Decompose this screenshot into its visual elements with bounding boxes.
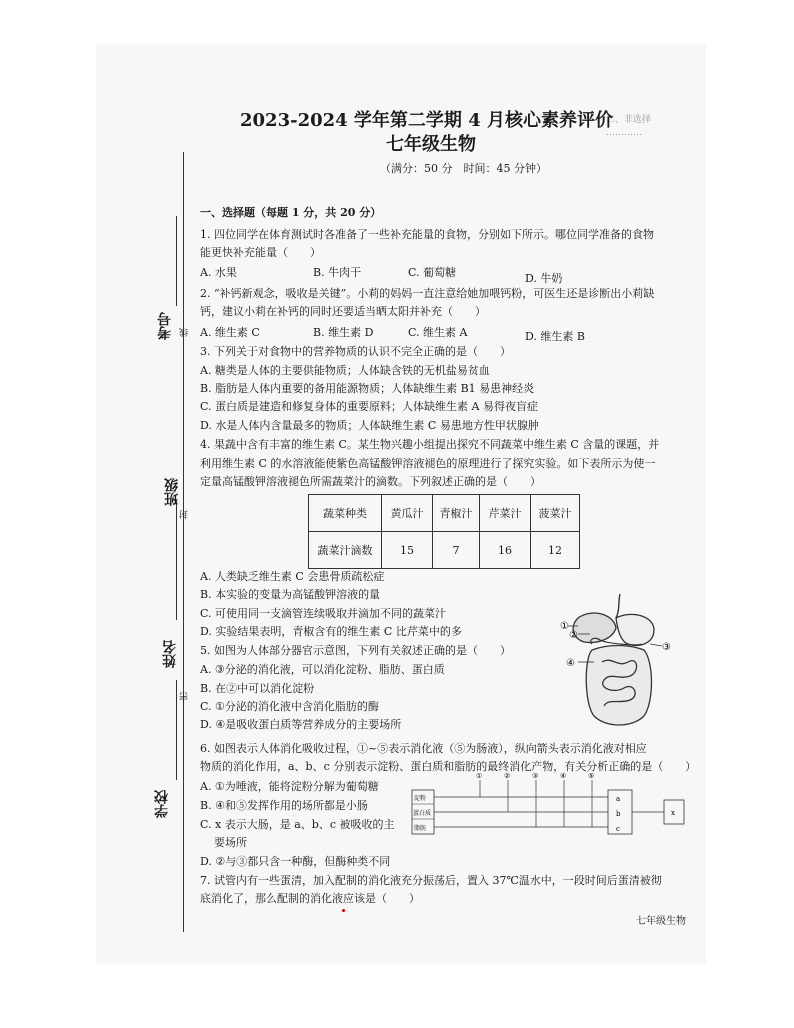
q6-option-b: B. ④和⑤发挥作用的场所都是小肠 xyxy=(200,799,368,812)
q4-stem: 利用维生素 C 的水溶液能使紫色高锰酸钾溶液褪色的原理进行了探究实验。如下表所示为使一 xyxy=(200,457,656,470)
table-header-cell: 青椒汁 xyxy=(433,495,480,532)
table-cell: 16 xyxy=(480,532,531,569)
q5-option-b: B. 在②中可以消化淀粉 xyxy=(200,682,315,695)
vegetable-juice-table xyxy=(308,494,580,569)
table-header-cell: 黄瓜汁 xyxy=(382,495,433,532)
q4-option-b: B. 本实验的变量为高锰酸钾溶液的量 xyxy=(200,588,381,601)
organ-label-1: ① xyxy=(560,621,569,632)
bleed-through-text: ………… xyxy=(606,128,642,138)
section-heading: 一、选择题（每题 1 分，共 20 分） xyxy=(200,206,382,219)
seal-line-mark: 线 xyxy=(180,328,190,337)
table-header-cell: 蔬菜种类 xyxy=(309,495,382,532)
binding-line xyxy=(183,152,185,932)
table-cell: 7 xyxy=(433,532,480,569)
organ-label-3: ③ xyxy=(662,642,671,653)
enzyme-label: ⑤ xyxy=(588,772,595,780)
row-label-protein: 蛋白质 xyxy=(413,810,432,817)
q6-option-c: 要场所 xyxy=(214,836,247,849)
q2-option-d: D. 维生素 B xyxy=(525,330,586,343)
q3-option-b: B. 脂肪是人体内重要的备用能源物质；人体缺维生素 B1 易患神经炎 xyxy=(200,382,535,395)
q3-option-d: D. 水是人体内含量最多的物质；人体缺维生素 C 易患地方性甲状腺肿 xyxy=(200,419,539,432)
q6-option-c: C. x 表示大肠，是 a、b、c 被吸收的主 xyxy=(200,818,395,831)
q6-stem: 物质的消化作用，a、b、c 分别表示淀粉、蛋白质和脂肪的最终消化产物，有关分析正确的是（ ） xyxy=(200,760,697,773)
q6-option-d: D. ②与③都只含一种酶，但酶种类不同 xyxy=(200,855,391,868)
bleed-through-text: 二、非选择 xyxy=(606,115,652,125)
exam-number-label: 考号 xyxy=(157,312,173,340)
q6-stem: 6. 如图表示人体消化吸收过程，①~⑤表示消化液（⑤为肠液），纵向箭头表示消化液对相应 xyxy=(200,742,647,755)
table-cell: 15 xyxy=(382,532,433,569)
row-label-starch: 淀粉 xyxy=(414,795,427,802)
organ-label-2: ② xyxy=(569,630,578,641)
q7-stem: 底消化了，那么配制的消化液应该是（ ） xyxy=(200,892,420,905)
q1-stem: 能更快补充能量（ ） xyxy=(200,246,321,259)
product-label: b xyxy=(616,810,621,818)
absorption-label: x xyxy=(671,809,675,817)
enzyme-label: ④ xyxy=(560,772,567,780)
q1-option-b: B. 牛肉干 xyxy=(313,266,362,279)
q2-option-c: C. 维生素 A xyxy=(408,326,468,339)
q5-option-a: A. ③分泌的消化液，可以消化淀粉、脂肪、蛋白质 xyxy=(200,663,445,676)
q2-option-a: A. 维生素 C xyxy=(200,326,260,339)
page-footer: 七年级生物 xyxy=(636,916,686,927)
ink-mark xyxy=(342,909,345,912)
exam-title: 2023-2024 学年第二学期 4 月核心素养评价 xyxy=(240,110,613,131)
q3-stem: 3. 下列关于对食物中的营养物质的认识不完全正确的是（ ） xyxy=(200,345,511,358)
q1-option-c: C. 葡萄糖 xyxy=(408,266,457,279)
q1-option-a: A. 水果 xyxy=(200,266,237,279)
product-label: a xyxy=(616,795,621,803)
q5-option-c: C. ①分泌的消化液中含消化脂肪的酶 xyxy=(200,700,379,713)
table-cell: 12 xyxy=(531,532,580,569)
enzyme-label: ② xyxy=(504,772,511,780)
enzyme-label: ① xyxy=(476,772,483,780)
digestive-organs-figure xyxy=(558,588,678,730)
q4-option-d: D. 实验结果表明，青椒含有的维生素 C 比芹菜中的多 xyxy=(200,625,462,638)
q3-option-c: C. 蛋白质是建造和修复身体的重要原料；人体缺维生素 A 易得夜盲症 xyxy=(200,400,538,413)
q3-option-a: A. 糖类是人体的主要供能物质；人体缺含铁的无机盐易贫血 xyxy=(200,364,490,377)
table-header-cell: 菠菜汁 xyxy=(531,495,580,532)
q4-stem: 4. 果蔬中含有丰富的维生素 C。某生物兴趣小组提出探究不同蔬菜中维生素 C 含量的课题，并 xyxy=(200,438,660,451)
q1-option-d: D. 牛奶 xyxy=(525,272,563,285)
enzyme-label: ③ xyxy=(532,772,539,780)
name-label: 姓名 xyxy=(162,640,178,668)
seal-mark: 封 xyxy=(180,510,190,519)
class-label: 班级 xyxy=(164,478,180,506)
school-label: 学校 xyxy=(154,790,170,818)
q1-stem: 1. 四位同学在体育测试时各准备了一些补充能量的食物，分别如下所示。哪位同学准备的食物 xyxy=(200,228,654,241)
q4-option-c: C. 可使用同一支滴管连续吸取并滴加不同的蔬菜汁 xyxy=(200,607,447,620)
product-label: c xyxy=(616,825,620,833)
q2-option-b: B. 维生素 D xyxy=(313,326,374,339)
table-row xyxy=(309,532,580,569)
table-header-cell: 芹菜汁 xyxy=(480,495,531,532)
table-header-row xyxy=(309,495,580,532)
exam-meta: （满分：50 分 时间：45 分钟） xyxy=(380,162,547,175)
table-row-label: 蔬菜汁滴数 xyxy=(309,532,382,569)
q5-option-d: D. ④是吸收蛋白质等营养成分的主要场所 xyxy=(200,718,402,731)
fill-rule xyxy=(176,216,178,306)
exam-subtitle: 七年级生物 xyxy=(386,134,476,155)
esophagus-shape xyxy=(616,594,620,618)
q2-stem: 2. “补钙新观念，吸收是关键”。小莉的妈妈一直注意给她加喂钙粉，可医生还是诊断出小莉缺 xyxy=(200,287,655,300)
organ-label-4: ④ xyxy=(566,658,575,669)
large-intestine-shape xyxy=(586,646,651,726)
digestion-process-diagram xyxy=(408,770,696,842)
q4-option-a: A. 人类缺乏维生素 C 会患骨质疏松症 xyxy=(200,570,385,583)
q5-stem: 5. 如图为人体部分器官示意图，下列有关叙述正确的是（ ） xyxy=(200,644,511,657)
q2-stem: 钙，建议小莉在补钙的同时还要适当晒太阳并补充（ ） xyxy=(200,305,486,318)
row-label-fat: 脂肪 xyxy=(414,825,427,832)
q6-option-a: A. ①为唾液，能将淀粉分解为葡萄糖 xyxy=(200,780,379,793)
secret-mark: 密 xyxy=(180,692,190,701)
q4-stem: 定量高锰酸钾溶液褪色所需蔬菜汁的滴数。下列叙述正确的是（ ） xyxy=(200,475,541,488)
q7-stem: 7. 试管内有一些蛋清，加入配制的消化液充分振荡后，置入 37℃温水中，一段时间后蛋清被彻 xyxy=(200,874,662,887)
label-leader xyxy=(650,644,662,646)
stomach-shape xyxy=(616,614,654,645)
